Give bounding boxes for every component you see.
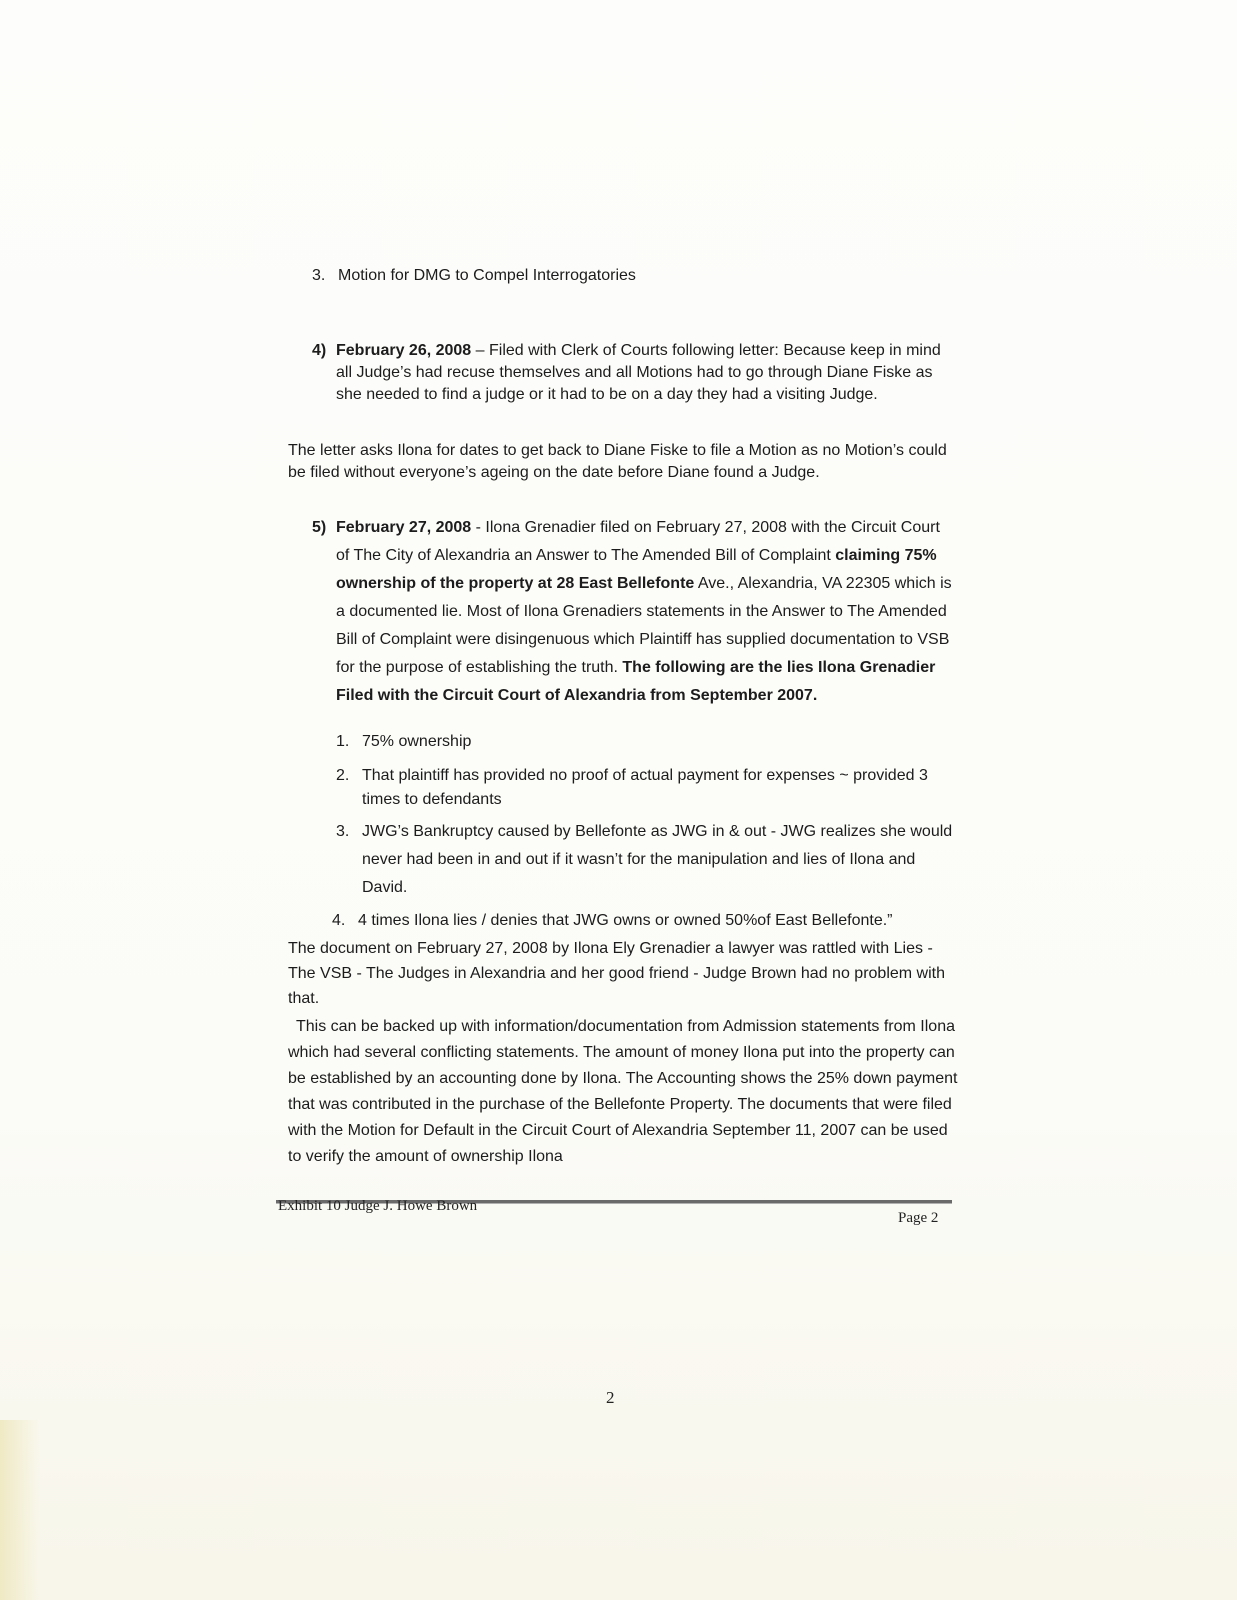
sublist-item-2 [336, 764, 956, 812]
sublist-number: 4. [332, 912, 346, 929]
entry-text: – Filed with Clerk of Courts following letter: Because keep in mind all Judge’s had recuse themselves and all Motions had to go through Diane Fiske as she needed to find a judge or it had to be on a day they had a visiting Judge. [336, 342, 941, 403]
sublist-number: 2. [336, 767, 350, 784]
page-edge-shadow [0, 1420, 40, 1600]
page-number: 2 [606, 1388, 615, 1407]
sublist-text: JWG’s Bankruptcy caused by Bellefonte as JWG in & out - JWG realizes she would never had been in and out if it wasn’t for the manipulation and lies of Ilona and David. [362, 823, 953, 896]
entry-body [336, 514, 952, 710]
item-text: Motion for DMG to Compel Interrogatories [338, 267, 636, 284]
entry-date: February 27, 2008 [336, 519, 472, 536]
footer-exhibit-label: Exhibit 10 Judge J. Howe Brown [278, 1198, 478, 1214]
sublist-item-1 [336, 730, 956, 754]
entry-date: February 26, 2008 [336, 342, 472, 359]
list-item-3 [312, 264, 636, 287]
footer-page-label: Page 2 [898, 1210, 939, 1226]
paragraph-document-lies: The document on February 27, 2008 by Ilona Ely Grenadier a lawyer was rattled with Lies - The VSB - The Judges in Alexandria and her good friend - Judge Brown had no problem with that. [288, 940, 945, 1007]
entry-body [336, 340, 952, 406]
sublist-text: That plaintiff has provided no proof of actual payment for expenses ~ provided 3 times to defendants [362, 767, 928, 808]
item-number: 3. [312, 267, 326, 284]
entry-text: - Ilona Grenadier filed on February 27, 2008 with the Circuit Court of The City of Alexandria an Answer to The Amended Bill of Complaint [336, 519, 940, 564]
entry-bold-lies: The following are the lies Ilona Grenadier Filed with the Circuit Court of Alexandria from September 2007. [336, 659, 936, 704]
sublist-item-4 [332, 909, 952, 933]
entry-label: 5) [312, 519, 327, 536]
paragraph-letter: The letter asks Ilona for dates to get back to Diane Fiske to file a Motion as no Motion’s could be filed without everyone’s ageing on the date before Diane found a Judge. [288, 442, 947, 481]
entry-4 [312, 340, 952, 406]
sublist-number: 3. [336, 823, 350, 840]
paragraph-backed-up: This can be backed up with information/documentation from Admission statements from Ilona which had several conflicting statements. The amount of money Ilona put into the property can be established by an accounting done by Ilona. The Accounting shows the 25% down payment that was contributed in the purchase of the Bellefonte Property. The documents that were filed with the Motion for Default in the Circuit Court of Alexandria September 11, 2007 can be used to verify the amount of ownership Ilona [288, 1018, 958, 1165]
sublist-number: 1. [336, 733, 350, 750]
sublist-text: 75% ownership [362, 733, 472, 750]
entry-label: 4) [312, 342, 327, 359]
sublist-text: 4 times Ilona lies / denies that JWG owns or owned 50%of East Bellefonte.” [358, 912, 893, 929]
entry-bold-claim: claiming 75% ownership of the property at 28 East Bellefonte [336, 547, 937, 592]
entry-5 [312, 514, 952, 710]
entry-text: Ave., Alexandria, VA 22305 which is a documented lie. Most of Ilona Grenadiers statements in the Answer to The Amended Bill of Complaint were disingenuous which Plaintiff has supplied documentation to VSB for the purpose of establishing the truth. [336, 575, 952, 676]
sublist-item-3 [336, 818, 956, 902]
